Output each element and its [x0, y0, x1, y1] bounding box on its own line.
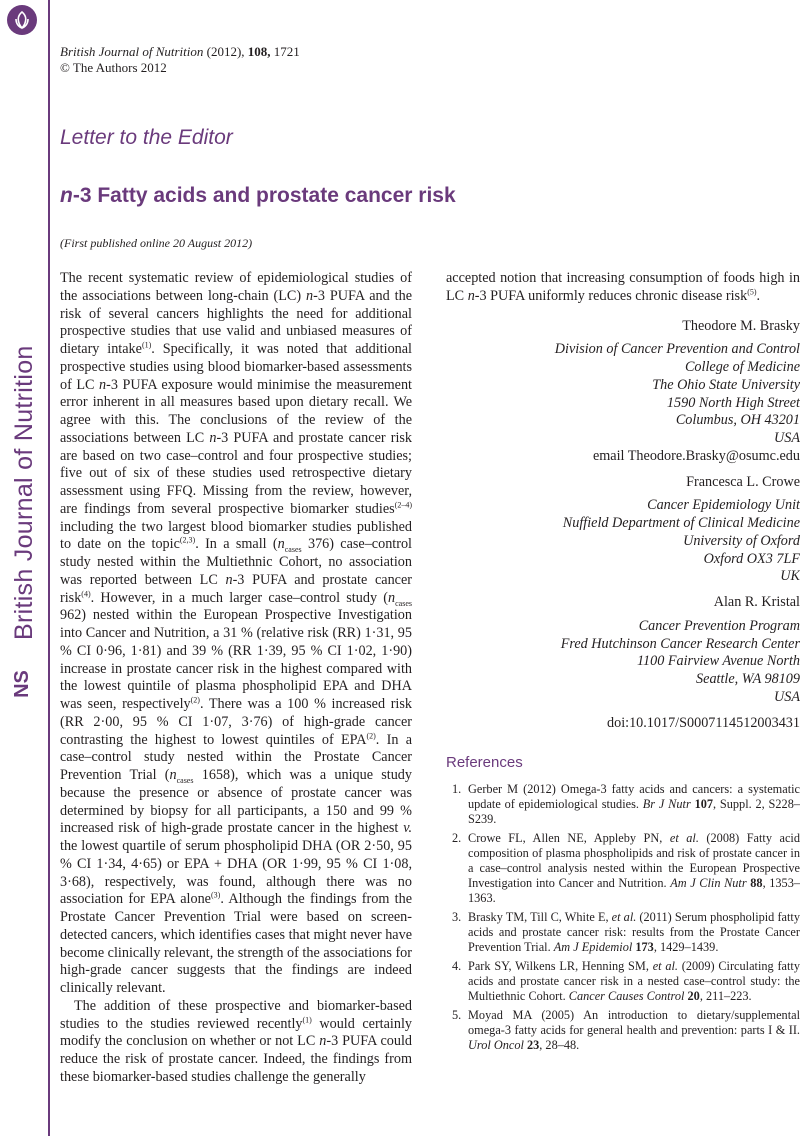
reference-item: 4. Park SY, Wilkens LR, Henning SM, et al. (2009) Circulating fatty acids and prostate cancer risk in a nested case–control study: the Multiethnic Cohort. Cancer Causes Control 20, 211–223. — [452, 959, 800, 1003]
body-left-column — [60, 270, 412, 1087]
header-page: 1721 — [273, 44, 300, 59]
author-name: Francesca L. Crowe — [686, 473, 800, 490]
author-name: Alan R. Kristal — [713, 594, 800, 610]
reference-item: 2. Crowe FL, Allen NE, Appleby PN, et al. (2008) Fatty acid composition of plasma phospholipids and risk of prostate cancer in a case–control analysis nested within the European Prospective Investigation into Cancer and Nutrition. Am J Clin Nutr 88, 1353–1363. — [452, 831, 800, 905]
author-affiliation: Cancer Prevention Program Fred Hutchinson Cancer Research Center 1100 Fairview Avenue North Seattle, WA 98109 USA — [560, 617, 800, 705]
references-heading: References — [446, 754, 523, 772]
publisher-logo-icon — [7, 5, 37, 35]
body-paragraph-2: The addition of these prospective and biomarker-based studies to the studies reviewed recently$^{(1)}$ would certainly modify the conclusion on whether or not LC n-3 PUFA could reduce the risk of prostate cancer. Indeed, the findings from these biomarker-based studies challenge the generally — [60, 997, 412, 1085]
journal-sidebar — [0, 0, 50, 1136]
ns-logo-text: NS — [11, 670, 33, 698]
sidebar-journal-name: British Journal of Nutrition — [10, 345, 38, 640]
running-header — [60, 44, 300, 60]
reference-item: 3. Brasky TM, Till C, White E, et al. (2011) Serum phospholipid fatty acids and prostate cancer risk: results from the Prostate Cancer Prevention Trial. Am J Epidemiol 173, 1429–1439. — [452, 910, 800, 954]
author-affiliation: Division of Cancer Prevention and Control College of Medicine The Ohio State University 1590 North High Street Columbus, OH 43201 USA email Theodore.Brasky@osumc.edu — [446, 341, 800, 465]
body-paragraph-1: The recent systematic review of epidemiological studies of the associations between long-chain (LC) n-3 PUFA and the risk of several cancers highlights the need for additional prospective studies that use valid and unbiased measures of dietary intake$^{(1)}$. Specifically, it was noted that additional prospective studies using blood biomarker-based assessments of LC n-3 PUFA exposure would minimise the measurement error inherent in all measures based upon dietary recall. We agree with this. The conclusions of the review of the associations between LC n-3 PUFA and prostate cancer risk are based on two case–control and four prospective studies; five out of six of these studies used retrospective dietary assessment using FFQ. Missing from the review, however, are findings from several prospective biomarker studies$^{(2-4)}$ including the two largest blood biomarker studies published to date on the topic$^{(2,3)}$. In a small ($n_{cases}$ 376) case–control study nested within the Multiethnic Cohort, no association was reported between LC n-3 PUFA and prostate cancer risk$^{(4)}$. However, in a much larger case–control study ($n_{cases}$ 962) nested within the European Prospective Investigation into Cancer and Nutrition, a 31 % (relative risk (RR) 1·31, 95 % CI 0·96, 1·81) and 39 % (RR 1·39, 95 % CI 1·02, 1·90) increase in prostate cancer risk in the highest compared with the lowest quintile of plasma phospholipid EPA and DHA was seen, respectively$^{(2)}$. There was a 100 % increased risk (RR 2·00, 95 % CI 1·07, 3·76) of high-grade cancer contrasting the highest to lowest quintiles of EPA$^{(2)}$. In a case–control study nested within the Prostate Cancer Prevention Trial ($n_{cases}$ 1658), which was a unique study because the presence or absence of prostate cancer was determined by biopsy for all participants, a 150 and 99 % increased risk of high-grade prostate cancer in the highest v. the lowest quartile of serum phospholipid DHA (OR 2·50, 95 % CI 1·34, 4·65) or EPA + DHA (OR 1·99, 95 % CI 1·08, 3·68), respectively, was found, although there was no association for EPA alone$^{(3)}$. Although the findings from the Prostate Cancer Prevention Trial were based on screen-detected cancers, which identifies cases that might never have become clinically relevant, the strength of the associations for high-grade cancer suggests that the findings are indeed clinically relevant. — [60, 270, 413, 996]
reference-item: 1. Gerber M (2012) Omega-3 fatty acids and cancers: a systematic update of epidemiological studies. Br J Nutr 107, Suppl. 2, S228–S239. — [452, 782, 800, 826]
body-paragraph-2-cont: accepted notion that increasing consumption of foods high in LC n-3 PUFA uniformly reduces chronic disease risk$^{(5)}$. — [446, 270, 800, 304]
header-journal: British Journal of Nutrition — [60, 44, 204, 59]
article-title: n-3 Fatty acids and prostate cancer risk — [60, 184, 456, 207]
author-email: email Theodore.Brasky@osumc.edu — [592, 447, 800, 464]
author-name: Theodore M. Brasky — [682, 317, 800, 334]
header-year: (2012), — [206, 44, 245, 59]
ns-logo-icon — [4, 660, 40, 708]
section-label: Letter to the Editor — [60, 126, 233, 149]
article-doi: doi:10.1017/S0007114512003431 — [607, 714, 800, 731]
publication-date: (First published online 20 August 2012) — [60, 236, 253, 250]
reference-item: 5. Moyad MA (2005) An introduction to dietary/supplemental omega-3 fatty acids for general health and prevention: parts I & II. Urol Oncol 23, 28–48. — [452, 1008, 800, 1052]
copyright: © The Authors 2012 — [60, 60, 167, 75]
header-volume: 108, — [247, 44, 271, 59]
author-affiliation: Cancer Epidemiology Unit Nuffield Department of Clinical Medicine University of Oxford Oxford OX3 7LF UK — [562, 497, 800, 585]
body-right-column — [446, 270, 800, 1057]
references-list — [446, 782, 800, 1053]
